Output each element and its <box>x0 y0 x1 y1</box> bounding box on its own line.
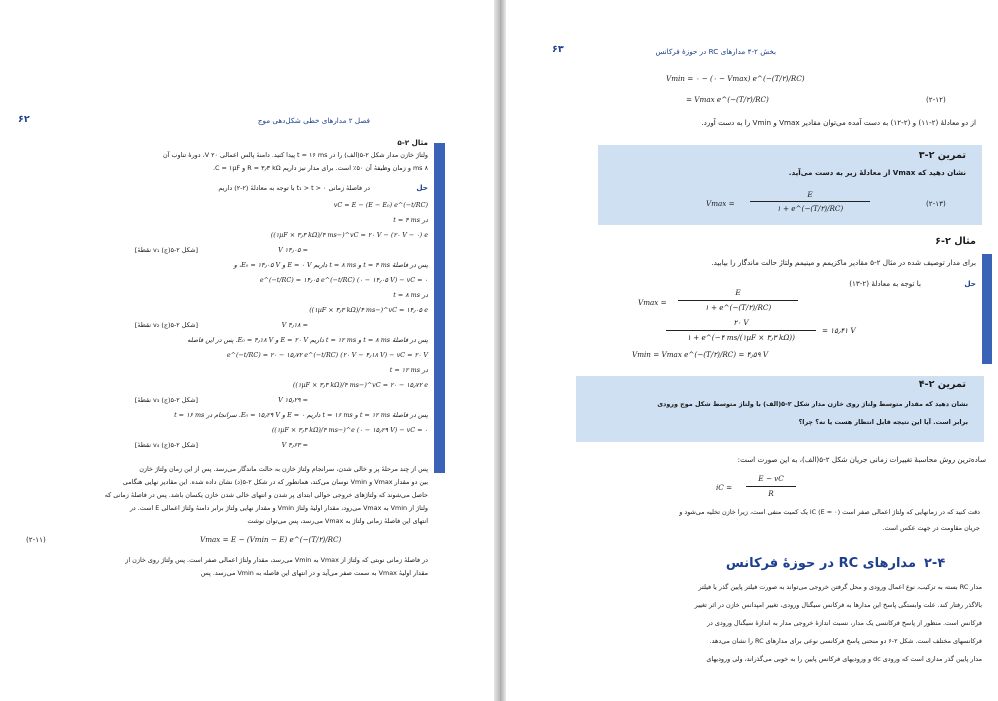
note-line-2: جریان مقاومت در جهت عکس است. <box>882 524 980 532</box>
eq-12-number: (۲-۱۲) <box>926 95 946 104</box>
example-step-text: پس در فاصلهٔ t = ۴ ms و t = ۸ ms داریم E = ۰ V و E₀ = ۱۴٫۰۵ V، و <box>233 261 428 269</box>
body-line-5: انتهای این فاصلهٔ زمانی ولتاژ به Vmax می‌رسد، پس می‌توان نوشت <box>247 517 428 525</box>
example-step-note: [نقطهٔ v₁ شکل ۲-۵(ج)] <box>134 246 198 254</box>
example-6-num2: ۲۰ V <box>733 318 749 327</box>
example-step-note: [نقطهٔ v₂ شکل ۲-۵(ج)] <box>134 321 198 329</box>
example-step-text: vC = ۲۰ V − (۲۰ V − ۴٫۱۸ V) e^(−t/RC) = ۲۰ − ۱۵٫۷۲ e^(−t/RC) <box>226 351 428 359</box>
section-title: مدارهای RC در حوزهٔ فرکانس <box>725 556 916 571</box>
exercise-4-line-1: نشان دهید که مقدار متوسط ولتاژ روی خازن مدار شکل ۲-۵(الف) با ولتاژ متوسط شکل موج ورودی <box>657 400 968 408</box>
tail-line-1: در فاصلهٔ زمانی نوبتی که ولتاژ از Vmax به Vmin می‌رسد، مقدار ولتاژ اعمالی صفر است. پس ولتاژ روی خازن از <box>125 556 428 564</box>
section-line-3: فرکانس است. منظور از پاسخ فرکانسی یک مدار، نسبت اندازهٔ خروجی مدار به اندازهٔ سیگنال ورودی در <box>706 619 982 627</box>
vmin-eq-line2: = Vmax e^(−(T/۲)/RC) <box>686 95 769 104</box>
example-6-title: مثال ۲-۶ <box>935 236 976 247</box>
tail-line-2: مقدار اولیهٔ Vmax به سمت صفر می‌آید و در انتهای این فاصله به Vmin می‌رسد. پس <box>200 569 428 577</box>
solution-label: حل <box>416 183 428 192</box>
body-line-4: ولتاژ از Vmin به Vmax می‌رود، مقدار اولیهٔ ولتاژ Vmin و مقدار نهایی ولتاژ برابر دامنهٔ ولتاژ اعمالی E است. در <box>129 504 428 512</box>
example-step-text: در t = ۱۲ ms <box>389 366 428 374</box>
example-6-text: برای مدار توصیف شده در مثال ۲-۵ مقادیر ماکزیمم و مینیمم ولتاژ حالت ماندگار را بیابید. <box>711 258 976 267</box>
example-6-result: = ۱۵٫۴۱ V <box>822 326 856 335</box>
example-step-text: vC = ۰ − (۰ − ۱۵٫۲۹ V) e^(−۴ ms/(۱µF × ۳٫۳ kΩ)) <box>271 426 428 434</box>
body-line-3: حاصل می‌شوند که ولتاژهای خروجی حوالی ابتدای پر شدن و انتهای خالی شدن خازن یکسان باشد. پس در فاصلهٔ زمانی که <box>104 491 428 499</box>
left-running-title: فصل ۲ مدارهای خطی شکل‌دهی موج <box>257 116 370 125</box>
example-statement-1: ولتاژ خازن مدار شکل ۲-۵(الف) را در t = ۱۶ ms پیدا کنید. دامنهٔ پالس اعمالی ۲۰ V، دورهٔ تناوب آن <box>162 151 428 159</box>
example-step-text: vC = ۲۰ − ۱۵٫۷۲ e^(−۴ ms/(۱µF × ۳٫۳ kΩ)) <box>292 381 428 389</box>
example-step-text: پس در فاصلهٔ t = ۸ ms و t = ۱۲ ms داریم E = ۲۰ V و E₀ = ۴٫۱۸ V. پس در این فاصله <box>187 336 428 344</box>
equation-11-number: (۲-۱۱) <box>26 535 46 544</box>
ic-lhs: iC = <box>716 483 733 492</box>
example-step-text: vC = ۱۴٫۰۵ e^(−۴ ms/(۱µF × ۳٫۳ kΩ)) <box>309 306 428 314</box>
exercise-3-text: نشان دهید که Vmax از معادلهٔ زیر به دست می‌آید. <box>788 168 966 177</box>
example-step-text: vC = ۰ − (۰ − ۱۴٫۰۵ V) e^(−t/RC) = ۱۴٫۰۵ e^(−t/RC) <box>259 276 428 284</box>
body-line-2: بین دو مقدار Vmax و Vmin نوسان می‌کند، همانطور که در شکل ۲-۵(د) نشان داده شده. این مقادیر نهایی هنگامی <box>122 478 428 486</box>
example-6-den2: ۱ + e^(−۴ ms/(۱µF × ۳٫۳ kΩ)) <box>687 333 795 342</box>
example-6-lhs: Vmax = <box>638 298 667 307</box>
exercise-4-line-2: برابر است. آیا این نتیجه قابل انتظار هست یا نه؟ چرا؟ <box>798 418 968 426</box>
example-step-text: = ۱۴٫۰۵ V <box>278 246 308 254</box>
example-6-fraction-bar-1 <box>678 300 798 301</box>
note-line-1: دقت کنید که در زمانهایی که ولتاژ اعمالی صفر است (E = ۰) iC یک کمیت منفی است، زیرا خازن تخلیه می‌شود و <box>679 508 980 516</box>
from-eq-text: از دو معادلهٔ (۲-۱۱) و (۲-۱۲) به دست آمده می‌توان مقادیر Vmax و Vmin را به دست آورد. <box>701 118 976 127</box>
simplest-method-text: ساده‌ترین روش محاسبهٔ تغییرات زمانی جریان شکل ۲-۵(الف)، به این صورت است: <box>737 455 986 464</box>
right-page-number: ۶۳ <box>552 44 564 55</box>
exercise-3-lhs: Vmax = <box>706 199 735 208</box>
ic-den: R <box>768 489 774 498</box>
solution-intro: در فاصلهٔ زمانی t₁ > t > ۰ با توجه به معادلهٔ (۲-۲) داریم <box>218 184 370 192</box>
example-6-num1: E <box>735 288 741 297</box>
example-6-den1: ۱ + e^(−(T/۲)/RC) <box>704 303 772 312</box>
section-line-1: مدار RC بسته به ترکیب، نوع اعمال ورودی و محل گرفتن خروجی می‌تواند به صورت فیلتر پایین گذر یا فیلتر <box>698 583 982 591</box>
vmin-eq-line1: Vmin = ۰ − (۰ − Vmax) e^(−(T/۲)/RC) <box>666 74 805 83</box>
example-step-note: [نقطهٔ v₃ شکل ۲-۵(ج)] <box>134 396 198 404</box>
example-statement-2: ۸ ms و زمان وظیفهٔ آن ۵۰٪ است. برای مدار نیز داریم R = ۳٫۳ kΩ و C = ۱µF. <box>213 164 428 172</box>
section-number: ۲-۴ <box>924 556 946 571</box>
example-6-vmin: Vmin = Vmax e^(−(T/۲)/RC) = ۴٫۵۹ V <box>632 350 769 359</box>
eq-13-number: (۲-۱۳) <box>926 199 946 208</box>
left-page <box>0 0 494 701</box>
equation-11: Vmax = E − (Vmin − E) e^(−(T/۲)/RC) <box>200 535 342 544</box>
right-page <box>506 0 998 701</box>
exercise-3-num: E <box>807 190 813 199</box>
exercise-3-fraction-bar <box>750 201 870 202</box>
body-line-1: پس از چند مرحلهٔ پر و خالی شدن، سرانجام ولتاژ خازن به حالت ماندگار می‌رسد. پس از این زمان ولتاژ خازن <box>139 465 428 473</box>
exercise-3-title: تمرین ۲-۳ <box>918 150 966 161</box>
example-step-text: = ۱۵٫۲۹ V <box>278 396 308 404</box>
example-step-text: در t = ۸ ms <box>393 291 428 299</box>
section-line-4: فرکانسهای مختلف است. شکل ۲-۶ دو منحنی پاسخ فرکانسی نوعی برای مدارهای RC را نشان می‌دهد. <box>709 637 982 645</box>
example-step-text: = ۴٫۶۳ V <box>281 441 308 449</box>
example-step-text: vC = ۲۰ V − (۲۰ V − ۰) e^(−۴ ms/(۱µF × ۳٫۳ kΩ)) <box>270 231 428 239</box>
exercise-3-den: ۱ + e^(−(T/۲)/RC) <box>776 204 844 213</box>
exercise-4-title: تمرین ۲-۴ <box>918 379 966 390</box>
ic-num: E − vC <box>758 474 784 483</box>
example-step-text: پس در فاصلهٔ t = ۱۲ ms و t = ۱۶ ms داریم E = ۰ و E₀ = ۱۵٫۲۹ V. سرانجام در t = ۱۶ ms <box>174 411 428 419</box>
section-line-5: مدار پایین گذر مداری است که ورودی dc و ورودیهای فرکانس پایین را به خوبی می‌گذراند، ولی ورودیهای <box>706 655 982 663</box>
left-page-number: ۶۲ <box>18 114 30 125</box>
example-6-fraction-bar-2 <box>666 330 816 331</box>
example-step-text: vC = E − (E − E₀) e^(−t/RC) <box>333 201 428 209</box>
right-running-title: بخش ۲-۴ مدارهای RC در حوزهٔ فرکانس <box>655 47 776 56</box>
example-6-bar <box>982 254 992 364</box>
example-6-solution-label: حل <box>964 279 976 288</box>
section-line-2: بالاگذر رفتار کند. علت وابستگی پاسخ این مدارها به فرکانس سیگنال ورودی، تغییر امپدانس خازن در اثر تغییر <box>694 601 982 609</box>
example-bar <box>434 143 445 473</box>
example-title: مثال ۲-۵ <box>397 138 428 147</box>
example-step-text: در t = ۴ ms <box>393 216 428 224</box>
ic-fraction-bar <box>746 486 796 487</box>
example-step-text: = ۴٫۱۸ V <box>281 321 308 329</box>
example-6-solution-intro: با توجه به معادلهٔ (۲-۱۳) <box>849 279 921 288</box>
example-step-note: [نقطهٔ v₄ شکل ۲-۵(ج)] <box>134 441 198 449</box>
